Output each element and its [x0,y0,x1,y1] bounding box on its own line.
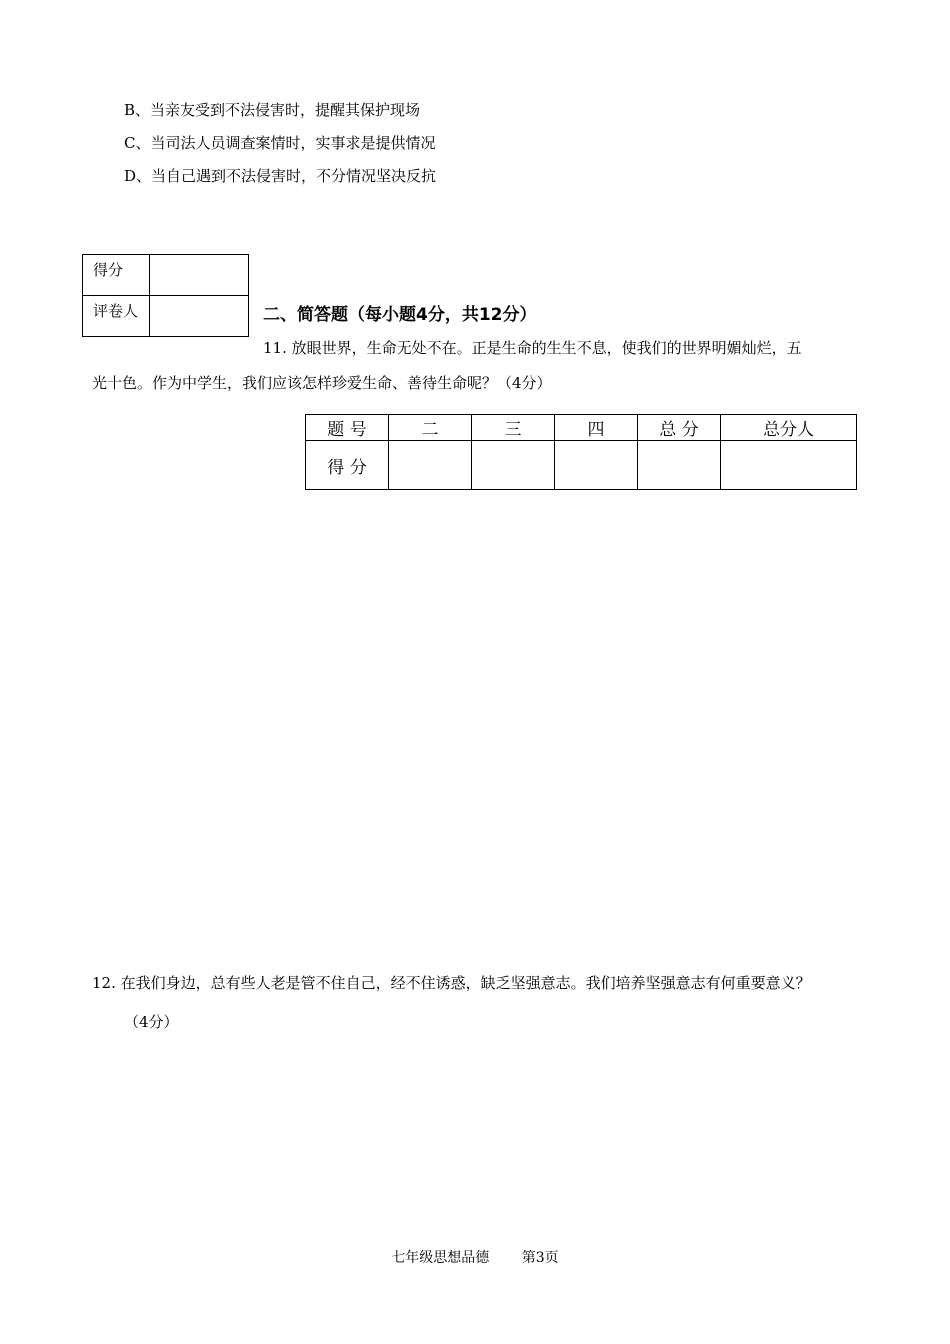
question-11-line-1: 11. 放眼世界，生命无处不在。正是生命的生生不息，使我们的世界明媚灿烂，五 [263,339,802,357]
score-box [82,254,249,337]
header-two: 二 [389,415,472,441]
header-number: 题 号 [306,415,389,441]
page-footer [0,1247,950,1267]
header-four: 四 [555,415,638,441]
question-12-line-1: 12. 在我们身边，总有些人老是管不住自己，经不住诱惑，缺乏坚强意志。我们培养坚强意志有何重要意义？ [92,974,811,992]
grade-table-score-row [306,441,857,490]
score-label: 得分 [83,255,150,296]
row-label-score: 得 分 [306,441,389,490]
question-12-line-2: （4分） [124,1013,179,1031]
footer-page-number: 第3页 [521,1250,559,1266]
score-cell-total[interactable] [638,441,721,490]
header-total-grader: 总分人 [721,415,857,441]
option-b: B、当亲友受到不法侵害时，提醒其保护现场 [124,101,421,119]
option-c: C、当司法人员调查案情时，实事求是提供情况 [124,134,436,152]
question-11-line-2: 光十色。作为中学生，我们应该怎样珍爱生命、善待生命呢？（4分） [92,374,552,392]
grader-blank[interactable] [150,296,249,337]
score-cell-three[interactable] [472,441,555,490]
score-cell-total-grader[interactable] [721,441,857,490]
option-d: D、当自己遇到不法侵害时，不分情况坚决反抗 [124,167,437,185]
header-three: 三 [472,415,555,441]
grade-table-header-row [306,415,857,441]
section-heading: 二、简答题（每小题4分，共12分） [263,305,537,325]
score-blank[interactable] [150,255,249,296]
header-total: 总 分 [638,415,721,441]
score-cell-two[interactable] [389,441,472,490]
grade-table [305,414,857,490]
score-cell-four[interactable] [555,441,638,490]
footer-subject: 七年级思想品德 [391,1250,490,1266]
grader-label: 评卷人 [83,296,150,337]
